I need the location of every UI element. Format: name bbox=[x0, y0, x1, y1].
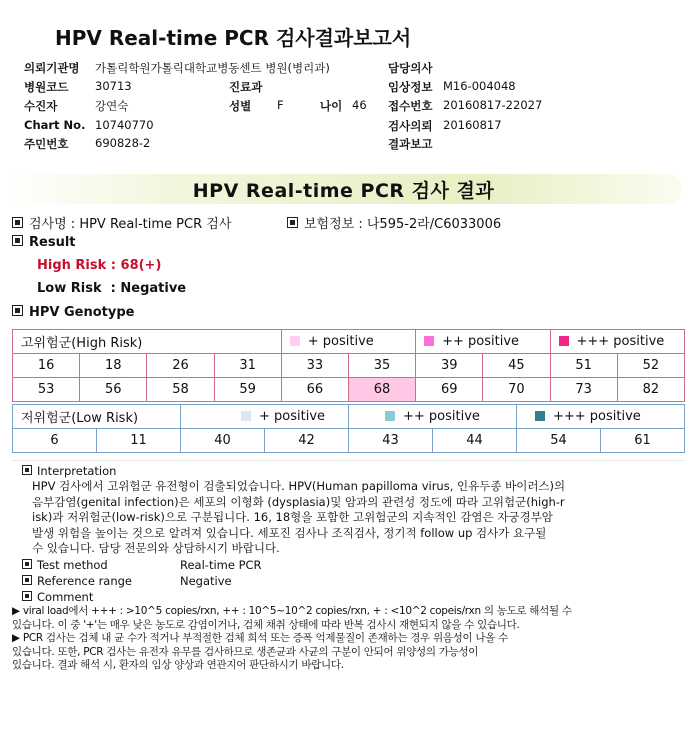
interpretation-line: isk)과 저위험군(low-risk)으로 구분됩니다. 16, 18형을 포함한 고위험군의 지속적인 감염은 자궁경부암 bbox=[32, 510, 553, 524]
legend-swatch bbox=[385, 411, 395, 421]
low-risk-header: 저위험군(Low Risk) bbox=[13, 405, 181, 429]
insurance-line bbox=[287, 213, 501, 232]
bullet-square-icon bbox=[12, 217, 23, 228]
chart-value: 10740770 bbox=[95, 118, 154, 132]
hospital-code-label: 병원코드 bbox=[24, 80, 69, 94]
genotype-cell: 51 bbox=[550, 354, 617, 378]
interpretation-line: 수 있습니다. 담당 전문의와 상담하시기 바랍니다. bbox=[32, 541, 280, 555]
result-label: Result bbox=[29, 235, 76, 250]
comment-label: Comment bbox=[37, 590, 94, 604]
reference-label: Reference range bbox=[37, 574, 133, 588]
comment-line: 있습니다. 또한, PCR 검사는 유전자 유무를 검사하므로 생존균과 사균의 구분이 안되어 위양성의 가능성이 bbox=[12, 645, 479, 658]
interpretation-line: 발생 위험을 높이는 것으로 알려져 있습니다. 세포진 검사나 조직검사, 정기적 follow up 검사가 요구될 bbox=[32, 525, 547, 540]
bullet-square-icon bbox=[22, 559, 32, 569]
genotype-cell: 56 bbox=[80, 378, 147, 402]
requested-label: 검사의뢰 bbox=[388, 119, 433, 133]
high-risk-table bbox=[12, 329, 685, 402]
resident-value: 690828-2 bbox=[95, 136, 151, 150]
genotype-cell: 31 bbox=[214, 354, 281, 378]
test-method-label: Test method bbox=[37, 558, 108, 572]
legend-plus-plus: ++ positive bbox=[349, 405, 517, 429]
genotype-cell: 35 bbox=[348, 354, 415, 378]
legend-plus: + positive bbox=[281, 330, 415, 354]
test-name: 검사명 : HPV Real-time PCR 검사 bbox=[29, 217, 232, 232]
comment-line: 있습니다. 이 중 '+'는 매우 낮은 농도로 감염이거나, 검체 채취 상태에 따라 반복 검사시 재현되지 않을 수 있습니다. bbox=[12, 618, 520, 631]
genotype-cell: 61 bbox=[601, 429, 685, 453]
bullet-square-icon bbox=[22, 465, 32, 475]
legend-plus-plus-plus: +++ positive bbox=[517, 405, 685, 429]
test-method-row bbox=[22, 558, 108, 574]
comment-line: 있습니다. 결과 해석 시, 환자의 임상 양상과 연관지어 판단하시기 바랍니다. bbox=[12, 659, 344, 671]
bullet-square-icon bbox=[22, 575, 32, 585]
reference-row bbox=[22, 574, 132, 590]
interpretation-heading bbox=[22, 464, 116, 480]
interpretation-label: Interpretation bbox=[37, 464, 117, 478]
genotype-cell: 43 bbox=[349, 429, 433, 453]
comment-row bbox=[22, 590, 93, 606]
sex-value: F bbox=[277, 98, 284, 112]
genotype-cell: 53 bbox=[13, 378, 80, 402]
comment-line: ▶ viral load에서 +++ : >10^5 copies/rxn, ++ : 10^5~10^2 copies/rxn, + : <10^2 copeis/rxn 의 농도로 해석될 수 bbox=[12, 605, 572, 617]
patient-label: 수진자 bbox=[24, 99, 58, 113]
reference-value: Negative bbox=[180, 574, 232, 588]
age-label: 나이 bbox=[320, 99, 343, 113]
section-title: HPV Real-time PCR 검사 결과 bbox=[192, 180, 495, 202]
bullet-square-icon bbox=[287, 217, 298, 228]
low-risk-result: Low Risk : Negative bbox=[37, 281, 187, 296]
genotype-cell: 44 bbox=[433, 429, 517, 453]
legend-swatch bbox=[290, 336, 300, 346]
genotype-cell: 52 bbox=[617, 354, 684, 378]
legend-swatch bbox=[535, 411, 545, 421]
bullet-square-icon bbox=[12, 305, 23, 316]
high-risk-header: 고위험군(High Risk) bbox=[13, 330, 282, 354]
high-risk-result: High Risk : 68(+) bbox=[37, 258, 162, 273]
interpretation-line: 음부감염(genital infection)은 세포의 이형화 (dysplasia)및 암과의 관련성 정도에 따라 고위험군(high-r bbox=[32, 494, 565, 509]
received-value: 20160817-22027 bbox=[443, 98, 543, 112]
genotype-heading bbox=[12, 305, 134, 320]
bullet-square-icon bbox=[22, 591, 32, 601]
legend-plus-plus-plus: +++ positive bbox=[550, 330, 685, 354]
clinical-value: M16-004048 bbox=[443, 79, 516, 93]
genotype-cell: 6 bbox=[13, 429, 97, 453]
genotype-cell: 45 bbox=[483, 354, 550, 378]
resident-label: 주민번호 bbox=[24, 137, 69, 151]
genotype-cell: 40 bbox=[181, 429, 265, 453]
genotype-cell: 82 bbox=[617, 378, 684, 402]
genotype-cell: 11 bbox=[97, 429, 181, 453]
genotype-cell: 59 bbox=[214, 378, 281, 402]
genotype-cell: 16 bbox=[13, 354, 80, 378]
genotype-label: HPV Genotype bbox=[29, 305, 135, 320]
interpretation-box bbox=[12, 460, 685, 747]
legend-swatch bbox=[424, 336, 434, 346]
test-name-line bbox=[12, 213, 231, 232]
genotype-cell: 69 bbox=[416, 378, 483, 402]
legend-swatch bbox=[559, 336, 569, 346]
institution-value: 가톨릭학원가톨릭대학교병동센트 병원(병리과) bbox=[95, 61, 330, 75]
hospital-code-value: 30713 bbox=[95, 79, 132, 93]
bullet-square-icon bbox=[12, 235, 23, 246]
age-value: 46 bbox=[352, 98, 367, 112]
genotype-cell: 73 bbox=[550, 378, 617, 402]
genotype-cell: 18 bbox=[80, 354, 147, 378]
genotype-cell: 58 bbox=[147, 378, 214, 402]
insurance: 보험정보 : 나595-2라/C6033006 bbox=[304, 217, 502, 232]
patient-value: 강연숙 bbox=[95, 99, 129, 113]
received-label: 접수번호 bbox=[388, 99, 433, 113]
genotype-cell: 68 bbox=[348, 378, 415, 402]
result-heading bbox=[12, 235, 76, 250]
genotype-cell: 66 bbox=[281, 378, 348, 402]
comment-line: ▶ PCR 검사는 검체 내 균 수가 적거나 부적절한 검체 희석 또는 증폭 억제물질이 존재하는 경우 위음성이 나올 수 bbox=[12, 632, 508, 644]
genotype-cell: 26 bbox=[147, 354, 214, 378]
genotype-cell: 70 bbox=[483, 378, 550, 402]
requested-value: 20160817 bbox=[443, 118, 502, 132]
interpretation-line: HPV 검사에서 고위험군 유전형이 검출되었습니다. HPV(Human papilloma virus, 인유두종 바이러스)의 bbox=[32, 479, 566, 493]
low-risk-table bbox=[12, 404, 685, 453]
interpretation-text bbox=[32, 479, 682, 557]
sex-label: 성별 bbox=[229, 99, 252, 113]
clinical-label: 임상정보 bbox=[388, 80, 433, 94]
chart-label: Chart No. bbox=[24, 118, 86, 132]
legend-plus: + positive bbox=[181, 405, 349, 429]
institution-label: 의뢰기관명 bbox=[24, 61, 80, 75]
dept-label: 진료과 bbox=[229, 80, 263, 94]
genotype-cell: 39 bbox=[416, 354, 483, 378]
genotype-cell: 54 bbox=[517, 429, 601, 453]
legend-swatch bbox=[241, 411, 251, 421]
reported-label: 결과보고 bbox=[388, 137, 433, 151]
legend-plus-plus: ++ positive bbox=[416, 330, 550, 354]
genotype-cell: 33 bbox=[281, 354, 348, 378]
test-method-value: Real-time PCR bbox=[180, 558, 262, 572]
genotype-cell: 42 bbox=[265, 429, 349, 453]
comment-text bbox=[12, 605, 572, 673]
report-title: HPV Real-time PCR 검사결과보고서 bbox=[55, 26, 412, 50]
doctor-label: 담당의사 bbox=[388, 61, 433, 75]
